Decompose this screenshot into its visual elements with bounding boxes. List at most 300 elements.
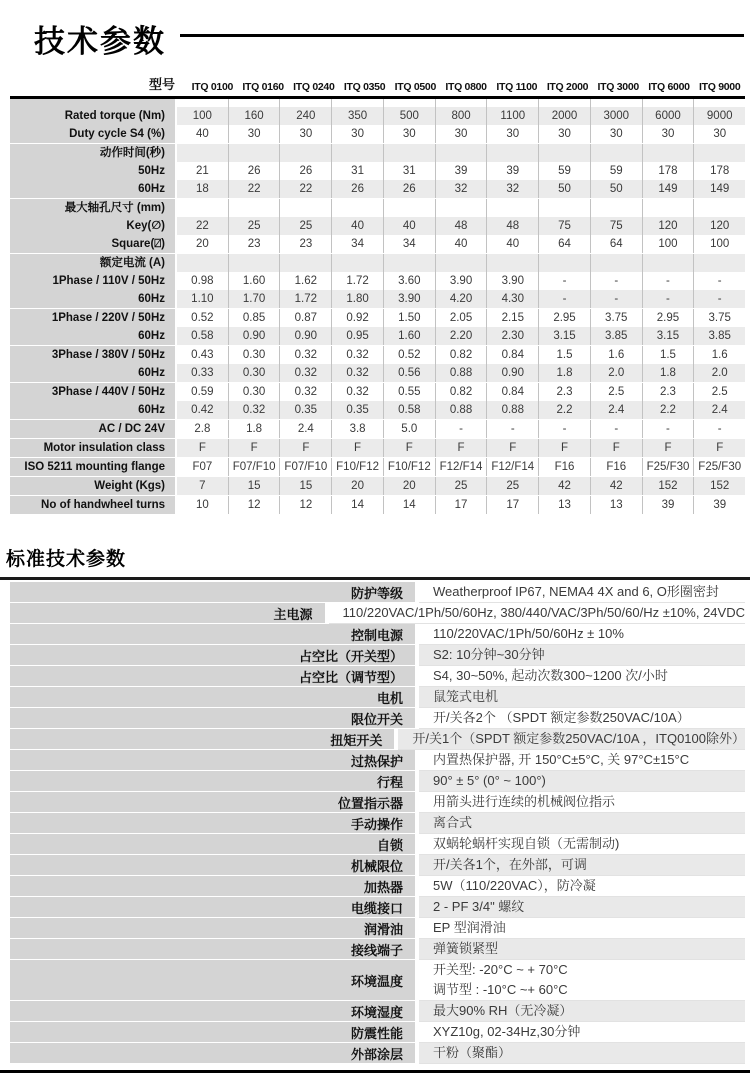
spec-cell: 0.52 [383,346,435,364]
spec-cell: 800 [435,107,487,125]
spec-cell: 0.32 [279,346,331,364]
spec-cell: 3.85 [590,327,642,345]
standard-row-label: 防护等级 [10,582,415,603]
spec-cell: 3.90 [486,272,538,290]
spec-row-cells [177,477,745,495]
spec-cell: F [331,439,383,457]
standard-value-line: 开关型: -20°C ~ + 70°C [433,962,568,977]
spec-cell: - [538,420,590,438]
spec-cell: 0.30 [228,364,280,382]
spec-cell: - [590,420,642,438]
standard-row-value [419,708,745,729]
standard-row-label: 手动操作 [10,813,415,834]
spec-cell [383,199,435,217]
spec-cell: 0.30 [228,346,280,364]
spec-cell [177,254,228,272]
spec-data-row [10,180,745,198]
spec-cell: 1.62 [279,272,331,290]
spec-cell: 75 [590,217,642,235]
spec-cell: 1.5 [538,346,590,364]
spec-cell [177,99,228,107]
spec-cell: 0.35 [331,401,383,419]
spec-row-cells [177,383,745,401]
spec-cell: 0.88 [435,364,487,382]
spec-row-cells [177,144,745,162]
spec-cell: - [435,420,487,438]
spec-cell: - [590,290,642,308]
spec-row-label: 60Hz [10,364,175,382]
standard-row-value [419,750,745,771]
spec-cell: 1.6 [693,346,745,364]
standard-value-line: 110/220VAC/1Ph/50/60Hz ± 10% [433,626,624,641]
spec-data-row [10,476,745,495]
standard-value-line: S2: 10分钟~30分钟 [433,647,545,662]
standard-spec-table [10,582,745,1064]
spec-cell: 2.8 [177,420,228,438]
spec-cell [486,99,538,107]
spec-cell: F16 [538,458,590,476]
standard-row-label: 环境温度 [10,960,415,1001]
standard-row [10,939,745,960]
spec-cell: 31 [383,162,435,180]
spec-cell: 1.10 [177,290,228,308]
standard-value-line: 干粉（聚酯） [433,1045,512,1060]
spec-cell: 13 [590,496,642,514]
spec-cell [590,254,642,272]
spec-cell: 2.2 [538,401,590,419]
spec-row-label: Duty cycle S4 (%) [10,125,175,143]
spec-cell: 40 [383,217,435,235]
standard-row-value [419,834,745,855]
spec-cell: 26 [331,180,383,198]
standard-value-line: 90° ± 5° (0° ~ 100°) [433,773,546,788]
spec-cell: 40 [486,235,538,253]
spec-cell: 1.8 [228,420,280,438]
spec-cell [331,199,383,217]
spec-cell [279,199,331,217]
spec-cell: F07 [177,458,228,476]
spec-cell: 9000 [693,107,745,125]
spec-cell: 3.90 [435,272,487,290]
spec-cell: 2.4 [693,401,745,419]
standard-value-line: 开/关1个（SPDT 额定参数250VAC/10A ，ITQ0100除外） [412,731,745,746]
spec-cell: 0.82 [435,346,487,364]
spec-cell: 2.15 [486,309,538,327]
spec-row-cells [177,199,745,217]
spec-cell: F16 [590,458,642,476]
standard-row-label: 自锁 [10,834,415,855]
spec-cell: 42 [590,477,642,495]
standard-value-line: 鼠笼式电机 [433,689,499,704]
spec-cell: 22 [279,180,331,198]
standard-value-line: 弹簧锁紧型 [433,941,499,956]
spec-cell: 2.20 [435,327,487,345]
spec-cell: - [642,290,694,308]
spec-cell: 32 [486,180,538,198]
standard-row-value [419,960,745,1001]
spec-cell: - [590,272,642,290]
spec-cell: 3.75 [590,309,642,327]
standard-row [10,876,745,897]
standard-row-label: 占空比（调节型） [10,666,415,687]
spec-cell: 7 [177,477,228,495]
spec-cell [435,199,487,217]
spec-cell: 0.90 [228,327,280,345]
standard-row-label: 扭矩开关 [10,729,394,750]
spec-cell: 2.4 [279,420,331,438]
spec-cell: 15 [279,477,331,495]
spec-cell: 2000 [538,107,590,125]
spec-cell [228,199,280,217]
spec-row-cells [177,290,745,308]
spec-cell: F10/F12 [383,458,435,476]
spec-cell: 178 [642,162,694,180]
spec-cell: 2.0 [590,364,642,382]
spec-data-row [10,125,745,143]
spec-cell: F07/F10 [279,458,331,476]
spec-cell: F [435,439,487,457]
standard-row-label: 电缆接口 [10,897,415,918]
spec-cell: 0.92 [331,309,383,327]
spec-data-row [10,217,745,235]
spec-cell: F25/F30 [693,458,745,476]
spec-cell: - [693,420,745,438]
spec-data-row [10,345,745,364]
spec-cell: F [486,439,538,457]
spec-cell: 42 [538,477,590,495]
spec-cell: F12/F14 [435,458,487,476]
page-title: 技术参数 [34,24,166,59]
standard-row-value [419,855,745,876]
spec-cell: 0.88 [435,401,487,419]
spec-cell [331,99,383,107]
spec-cell [435,144,487,162]
standard-row-value [419,939,745,960]
spec-row-cells [177,180,745,198]
spec-cell: 0.30 [228,383,280,401]
spec-cell: 4.20 [435,290,487,308]
spec-cell: 0.84 [486,346,538,364]
spec-cell: 59 [538,162,590,180]
spec-cell: F [177,439,228,457]
spec-row-label: Key(∅) [10,217,175,235]
spec-row-cells [177,309,745,327]
spec-cell: F [590,439,642,457]
spec-cell: 2.30 [486,327,538,345]
spec-cell: 0.43 [177,346,228,364]
spec-cell: 30 [486,125,538,143]
spec-cell: 25 [279,217,331,235]
spec-data-row [10,272,745,290]
standard-row [10,582,745,603]
spec-cell: 13 [538,496,590,514]
spec-cell: 30 [383,125,435,143]
spec-cell: 2.5 [693,383,745,401]
spec-cell: 1100 [486,107,538,125]
spec-cell: 149 [693,180,745,198]
spec-cell: 34 [331,235,383,253]
spec-cell: - [486,420,538,438]
spec-row-cells [177,125,745,143]
spec-cell: 1.72 [279,290,331,308]
spec-cell: 350 [331,107,383,125]
spec-cell: 17 [435,496,487,514]
spec-cell: 23 [279,235,331,253]
spec-row-label: 1Phase / 110V / 50Hz [10,272,175,290]
spec-row-label: 50Hz [10,162,175,180]
spec-row-label: 60Hz [10,327,175,345]
model-name: ITQ 0160 [242,81,284,93]
spec-cell [435,254,487,272]
spec-cell: 2.5 [590,383,642,401]
standard-row [10,855,745,876]
spec-cell: - [538,290,590,308]
model-name: ITQ 0800 [445,81,487,93]
spec-cell: 59 [590,162,642,180]
standard-row-value [419,666,745,687]
spec-cell: 0.87 [279,309,331,327]
spec-cell: - [693,290,745,308]
spec-cell [228,254,280,272]
spec-cell: 2.05 [435,309,487,327]
spec-cell: 0.98 [177,272,228,290]
spec-data-row [10,327,745,345]
spec-row-label: 3Phase / 440V / 50Hz [10,383,175,401]
standard-row [10,834,745,855]
spec-row-label: Weight (Kgs) [10,477,175,495]
standard-value-line: 开/关各2个 （SPDT 额定参数250VAC/10A） [433,710,690,725]
page-header [0,0,750,61]
spec-cell: 3.60 [383,272,435,290]
spec-cell: F12/F14 [486,458,538,476]
standard-value-line: 内置热保护器, 开 150°C±5°C, 关 97°C±15°C [433,752,690,767]
spec-cell: 1.60 [383,327,435,345]
spec-row-cells [177,99,745,107]
spec-cell [590,199,642,217]
spec-cell: 0.85 [228,309,280,327]
spec-cell: 1.6 [590,346,642,364]
spec-cell: 1.50 [383,309,435,327]
standard-row-value [329,603,745,624]
spec-cell: 75 [538,217,590,235]
standard-value-line: 用箭头进行连续的机械阀位指示 [433,794,616,809]
standard-value-line: 离合式 [433,815,473,830]
spec-cell: 1.8 [642,364,694,382]
spec-cell: 0.32 [279,364,331,382]
spec-cell: 120 [693,217,745,235]
standard-row-label: 外部涂层 [10,1043,415,1064]
spec-cell [177,144,228,162]
spec-cell: 18 [177,180,228,198]
standard-row [10,603,745,624]
standard-row-value [419,624,745,645]
standard-row-value [419,1001,745,1022]
spec-cell: 0.58 [177,327,228,345]
spec-cell: 2.4 [590,401,642,419]
spec-cell: 0.42 [177,401,228,419]
spec-cell: F [228,439,280,457]
spec-data-row [10,308,745,327]
spec-cell: 32 [435,180,487,198]
spec-cell [228,99,280,107]
spec-cell: F [538,439,590,457]
spec-cell: 100 [642,235,694,253]
standard-row-value [419,687,745,708]
standard-value-line: XYZ10g, 02-34Hz,30分钟 [433,1024,581,1039]
spec-cell [279,144,331,162]
spec-row-cells [177,272,745,290]
spec-cell [486,144,538,162]
spec-cell [435,99,487,107]
spec-cell: 3.85 [693,327,745,345]
spec-spacer-row [10,99,745,107]
spec-cell: 20 [331,477,383,495]
standard-row-value [419,918,745,939]
model-row-label: 型号 [148,77,175,92]
standard-value-line: S4, 30~50%, 起动次数300~1200 次/小时 [433,668,668,683]
spec-row-label: 1Phase / 220V / 50Hz [10,309,175,327]
standard-value-line: Weatherproof IP67, NEMA4 4X and 6, O形圈密封 [433,584,719,599]
spec-cell: 31 [331,162,383,180]
spec-row-cells [177,364,745,382]
spec-row-cells [177,439,745,457]
spec-cell: F [642,439,694,457]
spec-row-label: 3Phase / 380V / 50Hz [10,346,175,364]
spec-cell: 3.8 [331,420,383,438]
spec-cell: 120 [642,217,694,235]
model-name: ITQ 1100 [496,81,538,93]
spec-cell: F [383,439,435,457]
spec-cell: 30 [279,125,331,143]
spec-cell [486,254,538,272]
spec-cell: 3000 [590,107,642,125]
model-name: ITQ 6000 [648,81,690,93]
spec-cell: 17 [486,496,538,514]
spec-cell: 100 [693,235,745,253]
standard-row-value [419,897,745,918]
standard-row-label: 润滑油 [10,918,415,939]
spec-cell: - [642,272,694,290]
model-names [187,81,745,93]
spec-cell: F07/F10 [228,458,280,476]
spec-cell: 0.59 [177,383,228,401]
model-name: ITQ 0350 [343,81,386,93]
standard-value-line: 开/关各1个，在外部，可调 [433,857,587,872]
spec-cell: 0.56 [383,364,435,382]
spec-cell: 160 [228,107,280,125]
spec-cell: 30 [228,125,280,143]
spec-cell: 0.88 [486,401,538,419]
standard-value-line: 最大90% RH（无冷凝） [433,1003,573,1018]
spec-cell [642,144,694,162]
spec-cell: - [642,420,694,438]
section2-rule [0,577,750,580]
standard-row-label: 电机 [10,687,415,708]
standard-row-label: 机械限位 [10,855,415,876]
standard-row-value [419,1022,745,1043]
spec-row-label: 动作时间(秒) [10,144,175,162]
standard-row [10,729,745,750]
spec-row-label: 60Hz [10,401,175,419]
spec-cell: 0.32 [331,383,383,401]
spec-cell: 25 [228,217,280,235]
spec-cell: 1.80 [331,290,383,308]
spec-cell: 25 [435,477,487,495]
spec-cell [693,254,745,272]
standard-row [10,1022,745,1043]
standard-row [10,897,745,918]
standard-row-label: 过热保护 [10,750,415,771]
model-name: ITQ 3000 [597,81,639,93]
spec-cell: 3.90 [383,290,435,308]
spec-data-row [10,419,745,438]
spec-cell [693,144,745,162]
spec-group-row [10,253,745,272]
standard-row-label: 限位开关 [10,708,415,729]
standard-row [10,813,745,834]
spec-cell [693,199,745,217]
standard-row-label: 控制电源 [10,624,415,645]
spec-cell: F25/F30 [642,458,694,476]
spec-row-label: No of handwheel turns [10,496,175,514]
spec-row-label: ISO 5211 mounting flange [10,458,175,476]
spec-cell [383,99,435,107]
spec-cell: 25 [486,477,538,495]
spec-data-row [10,364,745,382]
spec-row-label: 最大轴孔尺寸 (mm) [10,199,175,217]
model-name: ITQ 9000 [699,81,741,93]
standard-value-line: 双蜗轮蜗杆实现自锁（无需制动) [433,836,620,851]
spec-cell: 500 [383,107,435,125]
standard-row-label: 占空比（开关型） [10,645,415,666]
spec-data-row [10,438,745,457]
spec-cell: 2.0 [693,364,745,382]
spec-cell: 22 [177,217,228,235]
spec-cell: 22 [228,180,280,198]
standard-value-line: 2 - PF 3/4" 螺纹 [433,899,525,914]
standard-row-label: 位置指示器 [10,792,415,813]
spec-table [10,99,745,514]
spec-cell [331,254,383,272]
spec-cell: 178 [693,162,745,180]
spec-row-cells [177,254,745,272]
spec-cell: 14 [383,496,435,514]
spec-row-label: Rated torque (Nm) [10,107,175,125]
model-name: ITQ 0500 [394,81,436,93]
spec-cell: 30 [642,125,694,143]
standard-row-label: 加热器 [10,876,415,897]
spec-group-row [10,143,745,162]
standard-row-label: 主电源 [10,603,325,624]
standard-row [10,666,745,687]
spec-cell: 1.8 [538,364,590,382]
spec-data-row [10,290,745,308]
spec-cell: 40 [331,217,383,235]
spec-cell: 39 [486,162,538,180]
spec-cell [331,144,383,162]
spec-cell: 12 [279,496,331,514]
spec-cell: F10/F12 [331,458,383,476]
spec-cell: 0.32 [228,401,280,419]
spec-cell: 40 [177,125,228,143]
spec-cell: 0.82 [435,383,487,401]
spec-cell: 240 [279,107,331,125]
spec-cell: 0.90 [486,364,538,382]
spec-cell: 0.35 [279,401,331,419]
spec-cell [538,254,590,272]
standard-row-value [419,876,745,897]
spec-cell: 1.72 [331,272,383,290]
